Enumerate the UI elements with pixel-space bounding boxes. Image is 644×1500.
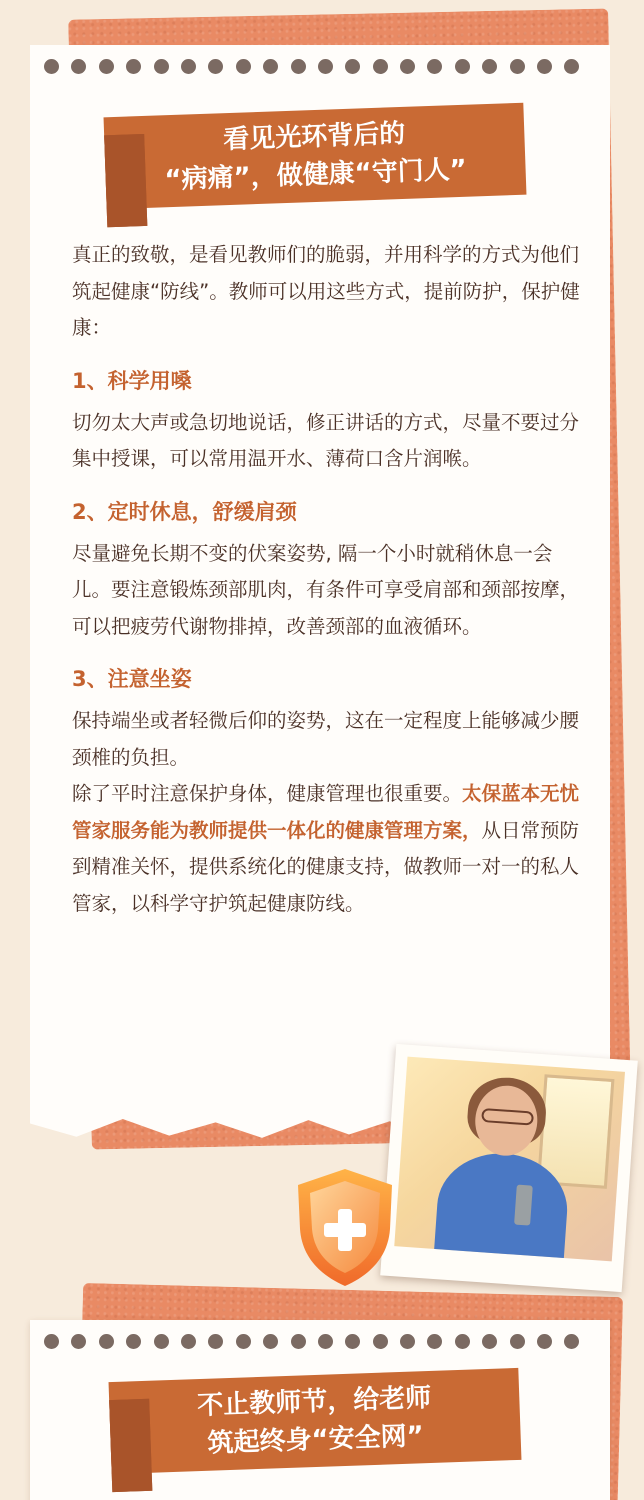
teacher-photo [394, 1057, 625, 1262]
item1-body: 切勿太大声或急切地说话，修正讲话的方式，尽量不要过分集中授课，可以常用温开水、薄荷口含片润喉。 [72, 410, 580, 470]
section1-title-line2: “病痛”，做健康“守门人” [164, 154, 468, 196]
section2-title-line2: 筑起终身“安全网” [207, 1421, 425, 1459]
intro-paragraph: 真正的致敬，是看见教师们的脆弱，并用科学的方式为他们筑起健康“防线”。教师可以用这些方式，提前防护，保护健康： [72, 243, 580, 339]
section1-content [72, 237, 582, 922]
item1-heading: 1、科学用嗓 [72, 368, 192, 393]
binder-holes-1 [44, 59, 579, 75]
teacher-photo-frame [380, 1044, 638, 1292]
section1-title-ribbon [104, 103, 527, 210]
shield-plus-icon [290, 1165, 400, 1290]
section1-title-line1: 看见光环背后的 [222, 118, 406, 156]
closing-post: 从日常预防到精准关怀，提供系统化的健康支持，做教师一对一的私人管家，以科学守护筑起健康防线。 [72, 818, 580, 915]
item3-body: 保持端坐或者轻微后仰的姿势，这在一定程度上能够减少腰颈椎的负担。 [72, 709, 580, 769]
closing-pre: 除了平时注意保护身体，健康管理也很重要。 [72, 782, 463, 805]
section2-title-ribbon [109, 1368, 522, 1474]
item2-body: 尽量避免长期不变的伏案姿势, 隔一个小时就稍休息一会儿。要注意锻炼颈部肌肉，有条件可享受肩部和颈部按摩，可以把疲劳代谢物排掉，改善颈部的血液循环。 [72, 541, 580, 638]
closing-paragraph [72, 776, 582, 922]
binder-holes-2 [44, 1334, 579, 1350]
item3-heading: 3、注意坐姿 [72, 667, 192, 691]
closing-accent: 太保蓝本无忧管家服务能为教师提供一体化的健康管理方案， [72, 782, 580, 842]
item2-heading: 2、定时休息，舒缓肩颈 [72, 499, 297, 524]
section2-title-line1: 不止教师节，给老师 [196, 1382, 432, 1422]
